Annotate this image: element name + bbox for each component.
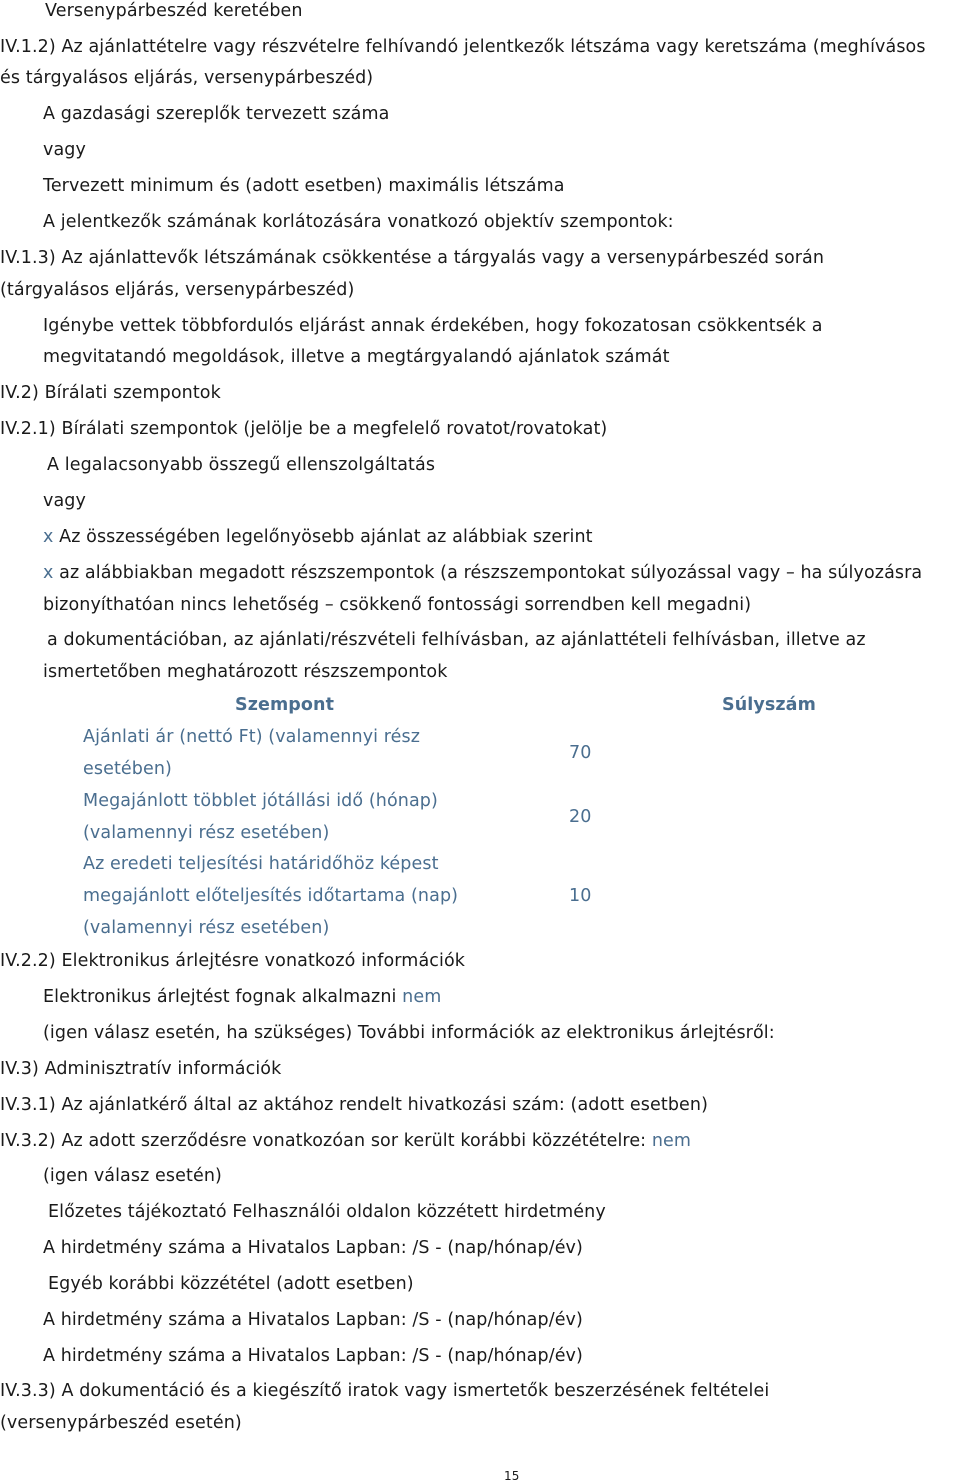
criteria-row-2-line-1: Megajánlott többlet jótállási idő (hónap) [83,791,438,811]
criteria-row-3-line-2: megajánlott előteljesítés időtartama (nap) [83,886,459,906]
heading-iv-3: IV.3) Adminisztratív információk [0,1059,282,1079]
heading-iv-1-2: IV.1.2) Az ajánlattételre vagy részvételre felhívandó jelentkezők létszáma vagy keretszáma (meghívásos [0,37,926,57]
criteria-row-1-line-1: Ajánlati ár (nettó Ft) (valamennyi rész [83,727,421,747]
heading-iv-3-2 [0,1130,691,1152]
line-egyeb-kozzetetel: Egyéb korábbi közzététel (adott esetben) [48,1274,414,1294]
line-hirdetmeny-szam-3: A hirdetmény száma a Hivatalos Lapban: /S - (nap/hónap/év) [43,1346,583,1366]
line-vagy-1: vagy [43,140,86,160]
heading-iv-2-1: IV.2.1) Bírálati szempontok (jelölje be a megfelelő rovatot/rovatokat) [0,419,608,439]
line-reszszempontok [43,562,922,584]
line-tobbfordulos-cont: megvitatandó megoldások, illetve a megtárgyalandó ajánlatok számát [43,347,670,367]
arlejtes-value: nem [402,987,442,1007]
kozzetetel-value: nem [651,1131,692,1151]
heading-iv-1-3-cont: (tárgyalásos eljárás, versenypárbeszéd) [0,280,355,300]
heading-iv-2-2: IV.2.2) Elektronikus árlejtésre vonatkozó információk [0,951,465,971]
criteria-header-szempont: Szempont [235,695,335,715]
line-osszessegeben [43,526,593,548]
line-igen-valasz: (igen válasz esetén) [43,1166,222,1186]
line-tervezett-szam: A gazdasági szereplők tervezett száma [43,104,390,124]
line-versenyparbeszed-keretében: Versenypárbeszéd keretében [45,1,303,21]
heading-iv-3-3: IV.3.3) A dokumentáció és a kiegészítő iratok vagy ismertetők beszerzésének feltételei [0,1381,770,1401]
criteria-row-2-weight: 20 [569,807,592,827]
line-hirdetmeny-szam-1: A hirdetmény száma a Hivatalos Lapban: /S - (nap/hónap/év) [43,1238,583,1258]
heading-iv-3-3-cont: (versenypárbeszéd esetén) [0,1413,242,1433]
criteria-row-2-line-2: (valamennyi rész esetében) [83,823,330,843]
heading-iv-2: IV.2) Bírálati szempontok [0,383,221,403]
criteria-header-sulyszam: Súlyszám [722,695,816,715]
line-korlatozas-szempontok: A jelentkezők számának korlátozására vonatkozó objektív szempontok: [43,212,674,232]
line-arlejtes [43,986,441,1008]
line-arlejtes-label: Elektronikus árlejtést fognak alkalmazni [43,987,397,1007]
criteria-row-3-weight: 10 [569,886,592,906]
heading-iv-3-2-label: IV.3.2) Az adott szerződésre vonatkozóan sor került korábbi közzétételre: [0,1131,647,1151]
line-tobbfordulos: Igénybe vettek többfordulós eljárást annak érdekében, hogy fokozatosan csökkentsék a [43,316,823,336]
line-vagy-2: vagy [43,491,86,511]
line-legalacsonyabb: A legalacsonyabb összegű ellenszolgáltatás [47,455,436,475]
heading-iv-3-1: IV.3.1) Az ajánlatkérő által az aktához rendelt hivatkozási szám: (adott esetben) [0,1095,709,1115]
criteria-row-1-weight: 70 [569,743,592,763]
line-tervezett-minimum: Tervezett minimum és (adott esetben) maximális létszáma [43,176,565,196]
heading-iv-1-2-cont: és tárgyalásos eljárás, versenypárbeszéd) [0,68,374,88]
page-number: 15 [504,1469,520,1483]
line-dokumentacioban: a dokumentációban, az ajánlati/részvételi felhívásban, az ajánlattételi felhívásban, illetve az [47,630,866,650]
line-reszszempontok-text: az alábbiakban megadott részszempontok (a részszempontokat súlyozással vagy – ha súlyozásra [59,563,923,583]
criteria-row-3-line-3: (valamennyi rész esetében) [83,918,330,938]
line-dokumentacioban-cont: ismertetőben meghatározott részszempontok [43,662,448,682]
criteria-row-3-line-1: Az eredeti teljesítési határidőhöz képest [83,854,439,874]
line-reszszempontok-cont: bizonyíthatóan nincs lehetőség – csökkenő fontossági sorrendben kell megadni) [43,595,752,615]
line-osszessegeben-text: Az összességében legelőnyösebb ajánlat az alábbiak szerint [59,527,593,547]
heading-iv-1-3: IV.1.3) Az ajánlattevők létszámának csökkentése a tárgyalás vagy a versenypárbeszéd során [0,248,825,268]
check-mark-reszszempontok: x [43,563,54,583]
line-elozetes-tajekoztato: Előzetes tájékoztató Felhasználói oldalon közzétett hirdetmény [48,1202,606,1222]
line-hirdetmeny-szam-2: A hirdetmény száma a Hivatalos Lapban: /S - (nap/hónap/év) [43,1310,583,1330]
check-mark-osszessegeben: x [43,527,54,547]
line-arlejtes-info: (igen válasz esetén, ha szükséges) További információk az elektronikus árlejtésről: [43,1023,775,1043]
criteria-row-1-line-2: esetében) [83,759,172,779]
